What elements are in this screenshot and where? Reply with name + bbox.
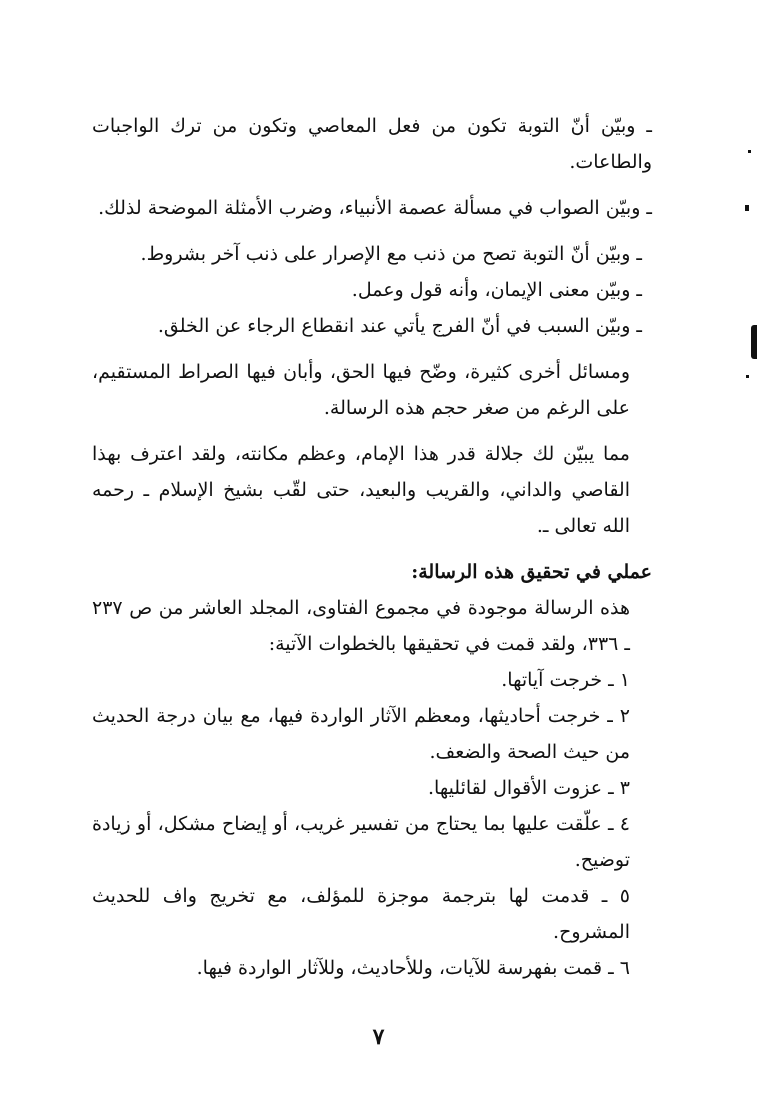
paragraph-repentance-persistence: ـ وبيّن أنّ التوبة تصح من ذنب مع الإصرار على ذنب آخر بشروط. xyxy=(140,243,642,265)
section-heading: عملي في تحقيق هذه الرسالة: xyxy=(411,561,652,583)
paragraph-imam-status: مما يبيّن لك جلالة قدر هذا الإمام، وعظم مكانته، ولقد اعترف بهذا القاصي والداني، والقريب والبعيد، حتى لقّب بشيخ الإسلام ـ رحمه الله تعالى ـ. xyxy=(92,443,630,537)
paragraph-faith-meaning: ـ وبيّن معنى الإيمان، وأنه قول وعمل. xyxy=(351,279,642,301)
paragraph-relief-cause: ـ وبيّن السبب في أنّ الفرج يأتي عند انقطاع الرجاء عن الخلق. xyxy=(157,315,642,337)
step-4: ٤ ـ علّقت عليها بما يحتاج من تفسير غريب، أو إيضاح مشكل، أو زيادة توضيح. xyxy=(92,813,630,871)
step-5: ٥ ـ قدمت لها بترجمة موجزة للمؤلف، مع تخريج واف للحديث المشروح. xyxy=(92,885,630,943)
page-body xyxy=(92,108,652,986)
paragraph-source: هذه الرسالة موجودة في مجموع الفتاوى، المجلد العاشر من ص ٢٣٧ ـ ٣٣٦، ولقد قمت في تحقيقها بالخطوات الآتية: xyxy=(92,597,630,655)
step-3: ٣ ـ عزوت الأقوال لقائليها. xyxy=(427,777,630,799)
paragraph-other-issues: ومسائل أخرى كثيرة، وضّح فيها الحق، وأبان فيها الصراط المستقيم، على الرغم من صغر حجم هذه الرسالة. xyxy=(92,361,630,419)
scan-edge-mark xyxy=(751,325,757,359)
page-number: ٧ xyxy=(372,1024,385,1050)
scan-mark xyxy=(746,375,749,378)
step-2: ٢ ـ خرجت أحاديثها، ومعظم الآثار الواردة فيها، مع بيان درجة الحديث من حيث الصحة والضعف. xyxy=(92,705,630,763)
scan-mark xyxy=(748,150,751,153)
step-6: ٦ ـ قمت بفهرسة للآيات، وللأحاديث، وللآثار الواردة فيها. xyxy=(196,957,630,979)
scan-mark xyxy=(745,205,749,211)
step-1: ١ ـ خرجت آياتها. xyxy=(501,669,630,691)
paragraph-prophets-infallibility: ـ وبيّن الصواب في مسألة عصمة الأنبياء، وضرب الأمثلة الموضحة لذلك. xyxy=(98,197,652,219)
paragraph-repentance-deeds: ـ وبيّن أنّ التوبة تكون من فعل المعاصي وتكون من ترك الواجبات والطاعات. xyxy=(92,115,652,173)
